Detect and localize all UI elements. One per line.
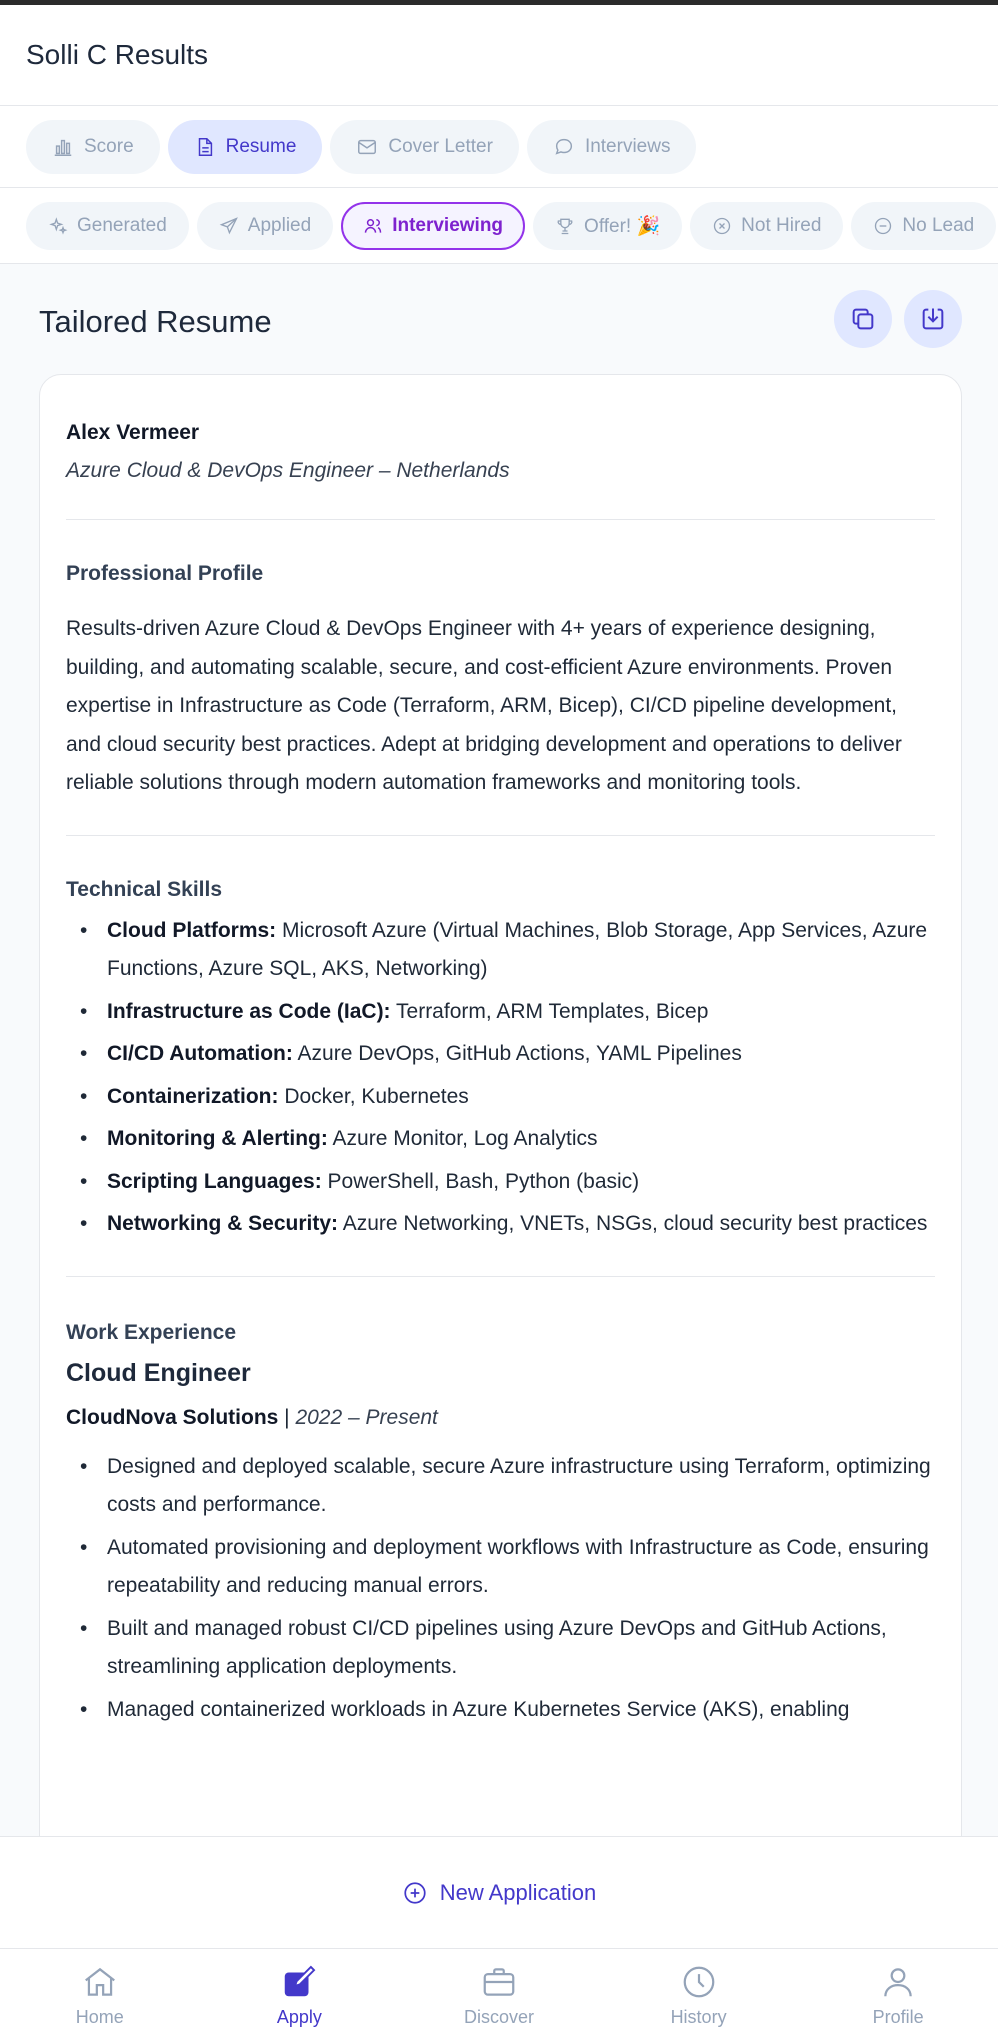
copy-icon	[849, 305, 877, 333]
download-icon	[919, 305, 947, 333]
skill-item	[66, 1205, 935, 1244]
skills-list	[66, 912, 935, 1244]
skill-value: Docker, Kubernetes	[278, 1084, 469, 1108]
minus-circle-icon	[873, 216, 893, 236]
status-generated-label: Generated	[77, 214, 167, 236]
resume-content[interactable]	[0, 264, 998, 1836]
user-icon	[879, 1963, 917, 2001]
skill-item	[66, 912, 935, 989]
status-generated[interactable]	[26, 202, 189, 250]
nav-apply[interactable]	[200, 1949, 400, 2042]
result-tabs	[0, 106, 998, 188]
separator: |	[278, 1405, 296, 1429]
profile-heading: Professional Profile	[66, 562, 264, 585]
skill-label: Scripting Languages:	[107, 1169, 322, 1193]
status-applied-label: Applied	[247, 214, 312, 236]
candidate-role: Azure Cloud & DevOps Engineer – Netherlands	[66, 459, 510, 482]
divider	[66, 519, 935, 520]
divider	[66, 1276, 935, 1277]
skill-label: Cloud Platforms:	[107, 918, 277, 942]
skill-label: Networking & Security:	[107, 1212, 339, 1235]
divider	[66, 835, 935, 836]
skill-label: Infrastructure as Code (IaC):	[107, 999, 391, 1023]
tab-resume-label: Resume	[225, 135, 297, 157]
new-application-label: New Application	[439, 1879, 597, 1905]
nav-home[interactable]	[0, 1949, 200, 2042]
status-no-lead-label: No Lead	[902, 214, 975, 236]
job-bullet: • Automated provisioning and deployment workflows with Infrastructure as Code, ensuring repeatability and reducing manual errors.	[66, 1529, 935, 1606]
job-period: 2022 – Present	[295, 1405, 438, 1429]
content-title: Tailored Resume	[39, 304, 272, 339]
status-no-lead[interactable]	[851, 202, 996, 250]
skill-label: CI/CD Automation:	[107, 1042, 293, 1065]
status-applied[interactable]	[197, 202, 333, 250]
skill-item	[66, 1035, 935, 1074]
skill-value: Azure DevOps, GitHub Actions, YAML Pipelines	[292, 1042, 742, 1065]
tab-interviews[interactable]	[527, 120, 697, 174]
job-bullets	[66, 1448, 935, 1730]
tab-cover-letter-label: Cover Letter	[388, 135, 493, 157]
chat-icon	[553, 136, 575, 158]
skill-value: Microsoft Azure (Virtual Machines, Blob Storage, App Services, Azure Functions, Azure SQL, AKS, Networking)	[107, 918, 928, 980]
skill-item	[66, 1163, 935, 1202]
candidate-name: Alex Vermeer	[66, 421, 200, 444]
sparkles-icon	[48, 216, 68, 236]
company-name: CloudNova Solutions	[66, 1405, 279, 1429]
skill-item	[66, 993, 935, 1032]
profile-text: Results-driven Azure Cloud & DevOps Engineer with 4+ years of experience designing, building, and automating scalable, secure, and cost-efficient Azure environments. Proven expertise in Infrastructure as Code (Terraform, ARM, Bicep), CI/CD pipeline development, and cloud security best practices. Adept at bridging development and operations to deliver reliable solutions through modern automation frameworks and monitoring tools.	[66, 617, 902, 794]
bar-chart-icon	[52, 136, 74, 158]
home-icon	[81, 1963, 119, 2001]
briefcase-icon	[480, 1963, 518, 2001]
status-not-hired[interactable]	[690, 202, 843, 250]
nav-history-label: History	[670, 2007, 727, 2027]
job-bullet: • Built and managed robust CI/CD pipelines using Azure DevOps and GitHub Actions, streamlining application deployments.	[66, 1610, 935, 1687]
nav-apply-label: Apply	[276, 2007, 322, 2027]
mail-icon	[356, 136, 378, 158]
users-icon	[363, 216, 383, 236]
nav-home-label: Home	[75, 2007, 124, 2027]
skill-value: Azure Monitor, Log Analytics	[327, 1127, 598, 1150]
skill-value: PowerShell, Bash, Python (basic)	[321, 1169, 640, 1193]
tab-score-label: Score	[84, 135, 134, 157]
job-title: Cloud Engineer	[66, 1358, 251, 1387]
plus-circle-icon	[402, 1880, 428, 1906]
job-bullet: • Designed and deployed scalable, secure Azure infrastructure using Terraform, optimizing costs and performance.	[66, 1448, 935, 1525]
x-circle-icon	[712, 216, 732, 236]
status-not-hired-label: Not Hired	[741, 214, 822, 236]
nav-discover[interactable]	[399, 1949, 599, 2042]
page-header	[0, 5, 998, 106]
status-filter-bar	[0, 188, 998, 264]
skill-value: Terraform, ARM Templates, Bicep	[390, 999, 709, 1023]
skills-heading: Technical Skills	[66, 877, 223, 901]
download-button[interactable]	[904, 290, 962, 348]
job-company-line	[66, 1406, 935, 1430]
nav-profile[interactable]	[798, 1949, 998, 2042]
paper-plane-icon	[219, 216, 239, 236]
nav-history[interactable]	[599, 1949, 799, 2042]
pencil-square-icon	[280, 1963, 318, 2001]
job-bullet: • Managed containerized workloads in Azure Kubernetes Service (AKS), enabling	[66, 1691, 935, 1730]
resume-card	[39, 374, 962, 1836]
tab-interviews-label: Interviews	[584, 135, 671, 157]
nav-discover-label: Discover	[463, 2007, 534, 2027]
status-offer[interactable]	[533, 202, 682, 250]
skill-label: Containerization:	[107, 1084, 279, 1108]
tab-cover-letter[interactable]	[330, 120, 519, 174]
bottom-navigation	[0, 1948, 998, 2042]
skill-item	[66, 1120, 935, 1159]
tab-score[interactable]	[26, 120, 160, 174]
status-offer-label: Offer! 🎉	[584, 215, 661, 237]
copy-button[interactable]	[834, 290, 892, 348]
trophy-icon	[555, 216, 575, 236]
nav-profile-label: Profile	[872, 2007, 924, 2027]
skill-label: Monitoring & Alerting:	[107, 1127, 328, 1150]
tab-resume[interactable]	[168, 120, 323, 174]
skill-item	[66, 1078, 935, 1117]
status-interviewing-label: Interviewing	[392, 214, 504, 236]
new-application-button[interactable]	[0, 1836, 998, 1948]
clock-icon	[680, 1963, 718, 2001]
experience-heading: Work Experience	[66, 1320, 237, 1344]
skill-value: Azure Networking, VNETs, NSGs, cloud security best practices	[338, 1212, 928, 1235]
document-icon	[194, 136, 216, 158]
status-interviewing[interactable]	[341, 202, 525, 250]
page-title: Solli C Results	[26, 39, 209, 70]
